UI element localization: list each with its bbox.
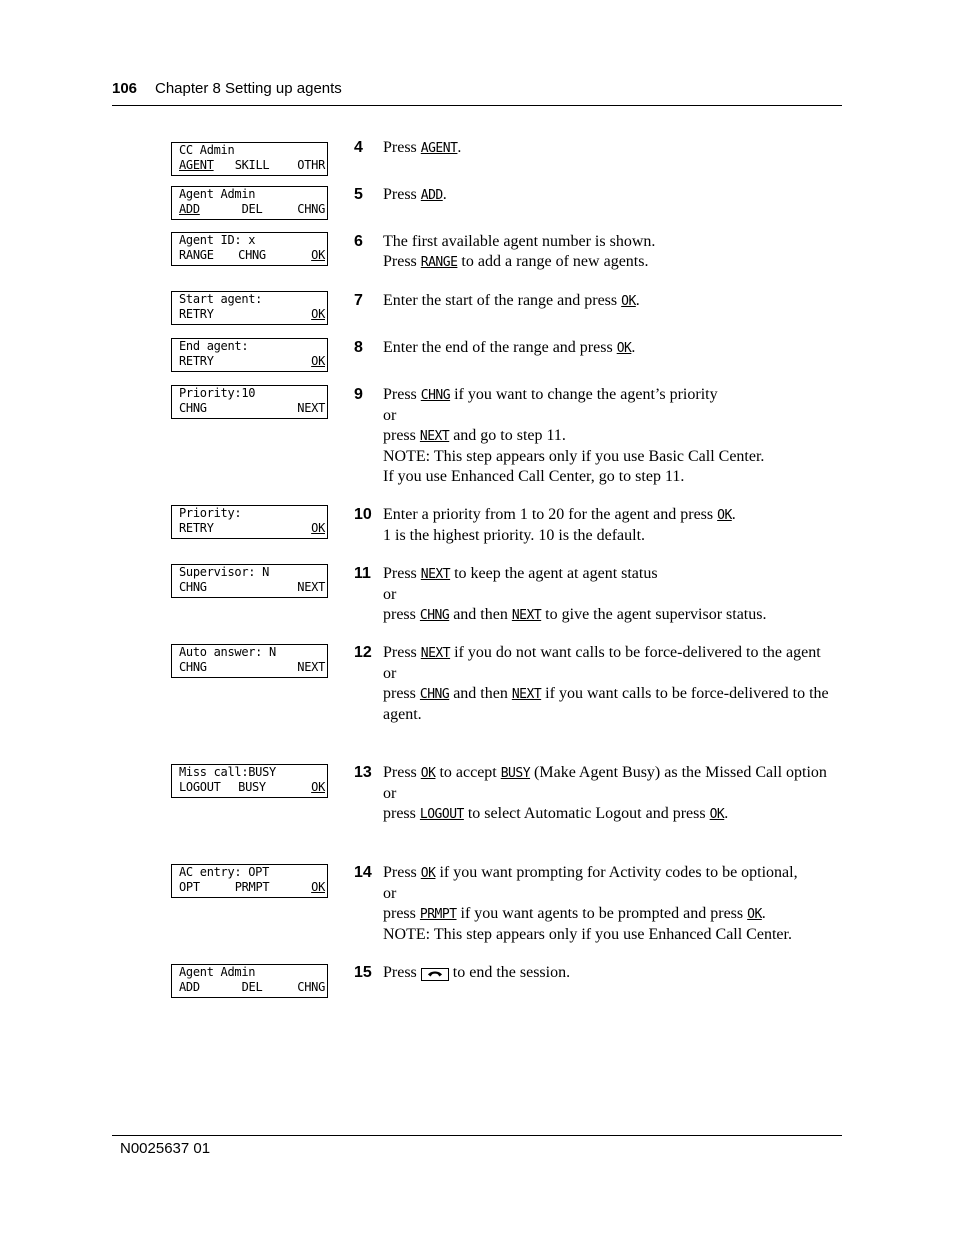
step-text	[383, 643, 843, 725]
display-softkey: RETRY	[179, 354, 214, 368]
display-softkeys	[179, 248, 325, 263]
step-line	[383, 338, 843, 359]
display-softkey: OK	[311, 354, 325, 368]
display-softkey: OK	[311, 248, 325, 262]
step-text-segment: NOTE: This step appears only if you use Enhanced Call Center.	[383, 926, 792, 943]
display-softkeys	[179, 521, 325, 536]
softkey-name: NEXT	[420, 646, 451, 661]
display-softkey: OPT	[179, 880, 200, 894]
display-softkeys	[179, 780, 325, 795]
step-line	[383, 252, 843, 273]
display-prompt: CC Admin	[179, 143, 235, 157]
document-number: N0025637 01	[120, 1140, 211, 1157]
softkey-name: NEXT	[420, 567, 451, 582]
display-softkey: CHNG	[179, 401, 207, 415]
step-text	[383, 505, 843, 546]
display-softkey: ADD	[179, 202, 200, 216]
display-softkey: RANGE	[179, 248, 214, 262]
step-text-segment: press	[383, 685, 420, 702]
display-softkey: DEL	[241, 202, 263, 216]
step-number: 4	[354, 139, 363, 156]
step-text	[383, 564, 843, 626]
step-line	[383, 426, 843, 447]
page-header	[112, 78, 842, 106]
display-prompt: AC entry: OPT	[179, 865, 270, 879]
display-prompt: Agent ID: x	[179, 233, 256, 247]
phone-display	[171, 142, 328, 176]
step-number: 9	[354, 386, 363, 403]
step-text-segment: press	[383, 905, 420, 922]
step-text-segment: press	[383, 606, 420, 623]
step-text-segment: Enter the end of the range and press	[383, 339, 617, 356]
step-text-segment: Press	[383, 764, 421, 781]
step-text-segment: if you want prompting for Activity codes to be optional,	[435, 864, 798, 881]
phone-display	[171, 644, 328, 678]
step-text-segment: Press	[383, 964, 421, 981]
display-softkeys	[179, 880, 325, 895]
softkey-name: BUSY	[500, 766, 531, 781]
step-number: 7	[354, 292, 363, 309]
display-softkeys	[179, 580, 325, 595]
display-softkey: CHNG	[179, 660, 207, 674]
step-line	[383, 884, 843, 904]
step-text-segment: Press	[383, 253, 421, 270]
step-text-segment: Enter the start of the range and press	[383, 292, 622, 309]
softkey-name: OK	[717, 508, 732, 523]
step-text-segment: Enter a priority from 1 to 20 for the agent and press	[383, 506, 718, 523]
step-text-segment: .	[631, 339, 636, 356]
step-number: 8	[354, 339, 363, 356]
step-text-segment: to accept	[435, 764, 501, 781]
display-prompt: Miss call:BUSY	[179, 765, 276, 779]
display-softkey: PRMPT	[234, 880, 270, 894]
step-text	[383, 338, 843, 359]
display-softkey: NEXT	[297, 580, 325, 594]
step-text-segment: to add a range of new agents.	[457, 253, 649, 270]
step-text-segment: if you want agents to be prompted and press	[456, 905, 748, 922]
step-line	[383, 138, 843, 159]
step-text-segment: to end the session.	[448, 964, 571, 981]
step-text-segment: The first available agent number is shown.	[383, 233, 656, 250]
softkey-name: ADD	[420, 188, 443, 203]
phone-display	[171, 385, 328, 419]
page-footer	[112, 1135, 842, 1157]
softkey-name: CHNG	[419, 687, 450, 702]
display-prompt: Agent Admin	[179, 187, 256, 201]
step-text	[383, 963, 843, 983]
step-number: 10	[354, 506, 372, 523]
softkey-name: LOGOUT	[419, 807, 464, 822]
step-text-segment: 1 is the highest priority. 10 is the default.	[383, 527, 646, 544]
step-line	[383, 232, 843, 252]
display-softkey: OK	[311, 307, 325, 321]
softkey-name: CHNG	[419, 608, 450, 623]
step-text-segment: If you use Enhanced Call Center, go to step 11.	[383, 468, 685, 485]
step-line	[383, 784, 843, 804]
step-text-segment: Press	[383, 565, 421, 582]
display-prompt: Auto answer: N	[179, 645, 276, 659]
step-number: 15	[354, 964, 372, 981]
step-text-segment: or	[383, 885, 397, 902]
step-line	[383, 185, 843, 206]
step-number: 12	[354, 644, 372, 661]
step-line	[383, 605, 843, 626]
step-text-segment: or	[383, 785, 397, 802]
step-number: 5	[354, 186, 363, 203]
step-text-segment: if you do not want calls to be force-delivered to the agent	[450, 644, 821, 661]
step-line	[383, 564, 843, 585]
step-text-segment: .	[635, 292, 640, 309]
display-softkeys	[179, 980, 325, 995]
softkey-name: CHNG	[420, 388, 451, 403]
softkey-name: OK	[747, 907, 762, 922]
step-text-segment: NOTE: This step appears only if you use Basic Call Center.	[383, 448, 765, 465]
phone-display	[171, 291, 328, 325]
step-text-segment: .	[731, 506, 736, 523]
step-text-segment: or	[383, 665, 397, 682]
step-text	[383, 138, 843, 159]
softkey-name: NEXT	[419, 429, 450, 444]
chapter-title: Chapter 8 Setting up agents	[155, 80, 342, 97]
softkey-name: OK	[621, 294, 636, 309]
step-text-segment: .	[457, 139, 462, 156]
display-softkeys	[179, 660, 325, 675]
softkey-name: NEXT	[511, 608, 542, 623]
display-softkeys	[179, 401, 325, 416]
step-line	[383, 904, 843, 925]
telephone-release-icon	[421, 968, 449, 981]
display-softkey: NEXT	[297, 401, 325, 415]
display-softkey: ADD	[179, 980, 200, 994]
softkey-name: OK	[616, 341, 632, 356]
display-softkey: CHNG	[297, 202, 325, 216]
step-text-segment: and then	[449, 685, 512, 702]
display-softkey: SKILL	[234, 158, 270, 172]
display-prompt: Agent Admin	[179, 965, 256, 979]
phone-display	[171, 964, 328, 998]
step-text	[383, 291, 843, 312]
step-text	[383, 863, 843, 945]
display-softkeys	[179, 307, 325, 322]
softkey-name: OK	[420, 866, 436, 881]
phone-display	[171, 338, 328, 372]
display-prompt: End agent:	[179, 339, 249, 353]
page-number: 106	[112, 80, 138, 97]
step-number: 13	[354, 764, 372, 781]
step-line	[383, 526, 843, 546]
step-text-segment: press	[383, 805, 420, 822]
softkey-name: AGENT	[420, 141, 458, 156]
step-line	[383, 925, 843, 945]
softkey-name: NEXT	[511, 687, 542, 702]
step-line	[383, 291, 843, 312]
step-line	[383, 863, 843, 884]
phone-display	[171, 186, 328, 220]
step-number: 11	[354, 565, 371, 582]
step-text-segment: if you want calls to be force-delivered to the agent.	[383, 685, 829, 723]
step-line	[383, 763, 843, 784]
step-text-segment: Press	[383, 864, 421, 881]
display-softkey: OK	[311, 780, 325, 794]
display-softkey: OK	[311, 880, 325, 894]
display-softkey: LOGOUT	[179, 780, 221, 794]
step-text-segment: Press	[383, 386, 421, 403]
step-line	[383, 447, 843, 467]
phone-display	[171, 864, 328, 898]
step-line	[383, 385, 843, 406]
display-softkeys	[179, 158, 325, 173]
display-softkeys	[179, 202, 325, 217]
phone-display	[171, 232, 328, 266]
softkey-name: OK	[709, 807, 725, 822]
step-line	[383, 505, 843, 526]
display-softkey: CHNG	[179, 580, 207, 594]
step-line	[383, 585, 843, 605]
step-text-segment: Press	[383, 139, 421, 156]
step-text-segment: to select Automatic Logout and press	[463, 805, 710, 822]
step-text-segment: .	[442, 186, 447, 203]
softkey-name: PRMPT	[419, 907, 457, 922]
step-text-segment: and go to step 11.	[449, 427, 566, 444]
step-text	[383, 763, 843, 825]
step-text-segment: .	[724, 805, 729, 822]
display-softkey: BUSY	[238, 780, 266, 794]
phone-display	[171, 764, 328, 798]
step-line	[383, 664, 843, 684]
step-text	[383, 385, 843, 487]
display-prompt: Supervisor: N	[179, 565, 270, 579]
step-text-segment: Press	[383, 644, 421, 661]
step-text-segment: and then	[449, 606, 512, 623]
display-softkey: RETRY	[179, 521, 214, 535]
display-softkey: AGENT	[179, 158, 214, 172]
step-text-segment: or	[383, 586, 397, 603]
step-line	[383, 467, 843, 487]
step-number: 6	[354, 233, 363, 250]
display-softkeys	[179, 354, 325, 369]
step-text-segment: or	[383, 407, 397, 424]
step-text-segment: to keep the agent at agent status	[450, 565, 658, 582]
step-text	[383, 232, 843, 273]
display-prompt: Priority:	[179, 506, 242, 520]
step-number: 14	[354, 864, 372, 881]
display-softkey: DEL	[241, 980, 263, 994]
step-text-segment: to give the agent supervisor status.	[541, 606, 767, 623]
step-text-segment: .	[761, 905, 766, 922]
step-text-segment: Press	[383, 186, 421, 203]
display-prompt: Priority:10	[179, 386, 256, 400]
softkey-name: OK	[420, 766, 436, 781]
softkey-name: RANGE	[420, 255, 458, 270]
step-text-segment: (Make Agent Busy) as the Missed Call option	[530, 764, 827, 781]
step-text-segment: if you want to change the agent’s priority	[450, 386, 718, 403]
step-line	[383, 804, 843, 825]
display-softkey: NEXT	[297, 660, 325, 674]
display-prompt: Start agent:	[179, 292, 263, 306]
step-text	[383, 185, 843, 206]
phone-display	[171, 505, 328, 539]
display-softkey: CHNG	[297, 980, 325, 994]
step-text-segment: press	[383, 427, 420, 444]
display-softkey: OK	[311, 521, 325, 535]
display-softkey: CHNG	[238, 248, 266, 262]
phone-display	[171, 564, 328, 598]
step-line	[383, 963, 843, 983]
step-line	[383, 406, 843, 426]
step-line	[383, 643, 843, 664]
display-softkey: RETRY	[179, 307, 214, 321]
display-softkey: OTHR	[297, 158, 325, 172]
step-line	[383, 684, 843, 725]
